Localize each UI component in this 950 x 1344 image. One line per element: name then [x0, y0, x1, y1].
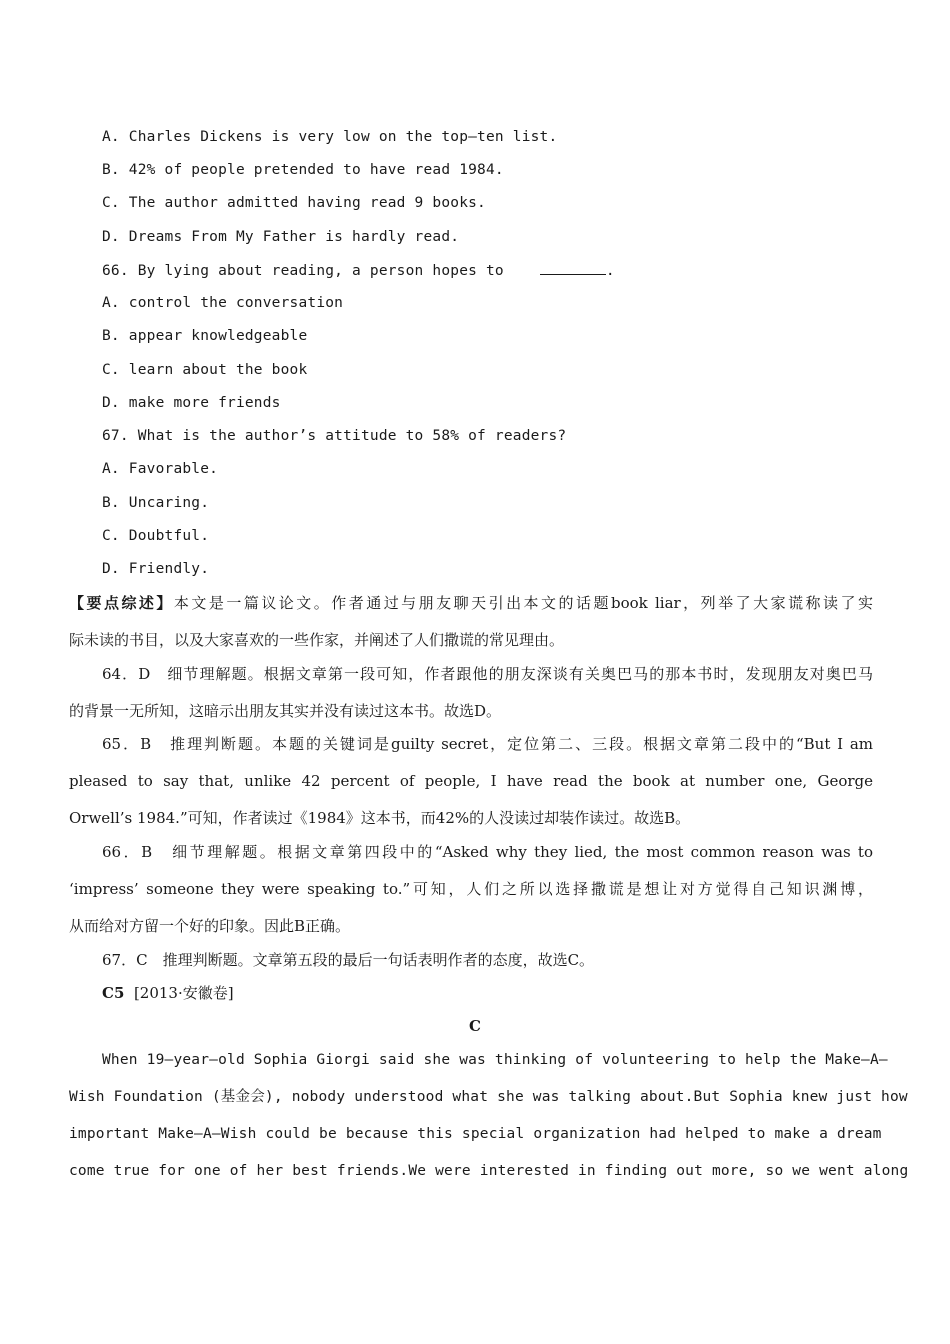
q65-option-d: D. Dreams From My Father is hardly read. [102, 229, 460, 245]
answer-blank [540, 260, 606, 275]
passage-line-1: When 19—year—old Sophia Giorgi said she was thinking of volunteering to help the Make—A— [102, 1052, 888, 1068]
q66-stem-text: 66. By lying about reading, a person hopes to [102, 263, 504, 279]
q66-stem-end: . [605, 263, 615, 279]
passage-line-4: come true for one of her best friends.We were interested in finding out more, so we went along [69, 1163, 909, 1179]
summary-line-1 [69, 585, 873, 622]
answer-65-line-3: Orwell’s 1984.”可知，作者读过《1984》这本书，而42%的人没读过却装作读过。故选B。 [69, 809, 691, 827]
answer-65-line-2: pleased to say that, unlike 42 percent of people, I have read the book at number one, George [69, 772, 873, 790]
section-code: C5 [102, 984, 125, 1002]
summary-line-2: 际未读的书目，以及大家喜欢的一些作家，并阐述了人们撒谎的常见理由。 [69, 631, 565, 649]
answer-64-line-1: 64．D 细节理解题。根据文章第一段可知，作者跟他的朋友深谈有关奥巴马的那本书时，发现朋友对奥巴马 [102, 665, 873, 683]
section-year-source: [2013·安徽卷] [133, 984, 234, 1002]
answer-66-line-2: ‘impress’ someone they were speaking to.”可知，人们之所以选择撒谎是想让对方觉得自己知识渊博， [69, 880, 873, 898]
answer-64-line-2: 的背景一无所知，这暗示出朋友其实并没有读过这本书。故选D。 [69, 702, 502, 720]
answer-65-line-1: 65．B 推理判断题。本题的关键词是guilty secret，定位第二、三段。根据文章第二段中的“But I am [102, 735, 873, 753]
answer-66-line-3: 从而给对方留一个好的印象。因此B正确。 [69, 917, 351, 935]
answer-67-line-1: 67．C 推理判断题。文章第五段的最后一句话表明作者的态度，故选C。 [102, 951, 595, 969]
q66-option-c: C. learn about the book [102, 362, 308, 378]
q66-option-d: D. make more friends [102, 395, 281, 411]
q65-option-b: B. 42% of people pretended to have read 1984. [102, 162, 504, 178]
summary-text-1: 本文是一篇议论文。作者通过与朋友聊天引出本文的话题book liar，列举了大家谎称读了实 [173, 594, 873, 612]
q67-stem: 67. What is the author’s attitude to 58% of readers? [102, 428, 567, 444]
passage-line-3: important Make—A—Wish could be because this special organization had helped to make a dream [69, 1126, 882, 1142]
passage-line-2: Wish Foundation (基金会), nobody understood what she was talking about.But Sophia knew just how [69, 1089, 908, 1105]
q66-option-a: A. control the conversation [102, 295, 344, 311]
q67-option-c: C. Doubtful. [102, 528, 210, 544]
q66-stem [102, 260, 615, 281]
q65-option-c: C. The author admitted having read 9 books. [102, 195, 486, 211]
q65-option-a: A. Charles Dickens is very low on the top—ten list. [102, 129, 558, 145]
answer-66-line-1: 66．B 细节理解题。根据文章第四段中的“Asked why they lied, the most common reason was to [102, 843, 873, 861]
q67-option-d: D. Friendly. [102, 561, 210, 577]
q67-option-b: B. Uncaring. [102, 495, 210, 511]
section-source [102, 983, 234, 1003]
q66-option-b: B. appear knowledgeable [102, 328, 308, 344]
q67-option-a: A. Favorable. [102, 461, 219, 477]
summary-label: 【要点综述】 [69, 594, 174, 612]
passage-heading: C [469, 1017, 481, 1035]
